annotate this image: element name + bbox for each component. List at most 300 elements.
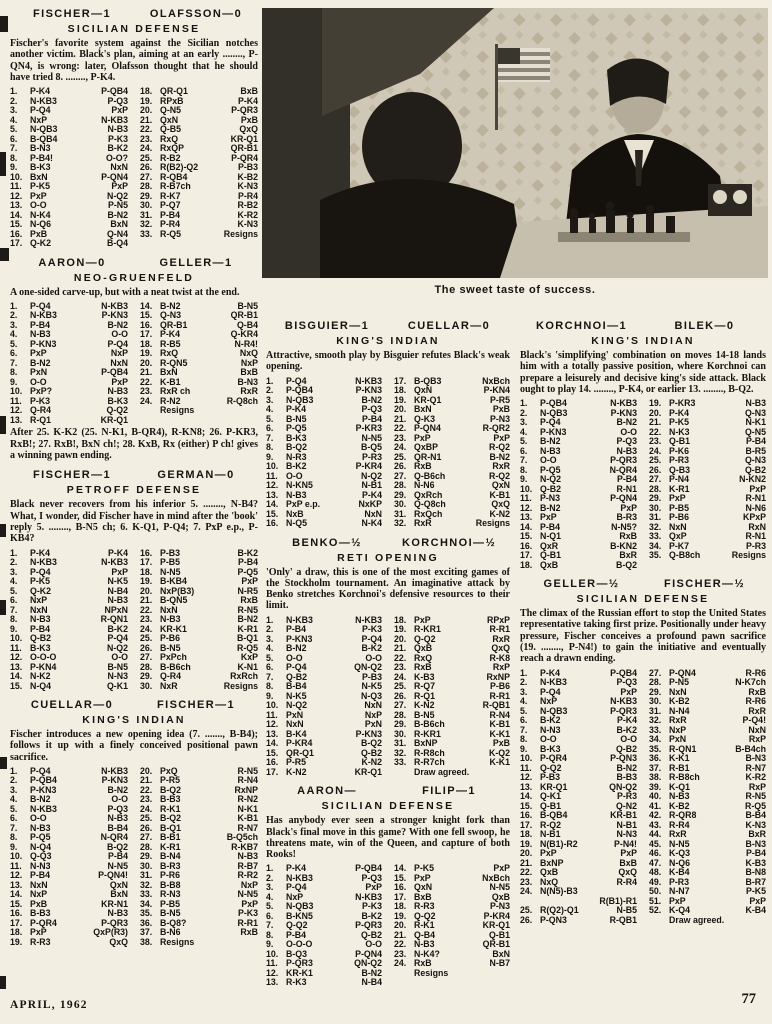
black-move: N-N5 [107,860,128,871]
move-number: 8. [10,152,18,163]
white-move: QR-N1 [414,451,442,462]
black-move: B-N2 [616,417,637,428]
white-move: K-B4 [669,867,690,878]
move-number: 32. [140,219,153,230]
white-move: N-K5 [286,690,307,701]
black-move: Q-N3 [744,455,766,466]
move-row [394,959,510,969]
black-move: P-K4 [237,95,258,106]
white-move: K-N2 [414,700,435,711]
white-move: P-K4 [30,86,51,97]
move-number: 29. [394,719,407,730]
white-move: PxN [669,734,687,745]
move-number: 20. [520,848,533,859]
white-move: P-KN3 [30,338,57,349]
white-move: Q-Q2 [414,633,436,644]
white-move: P-Q4 [30,566,51,577]
white-move: K-Q1 [669,781,691,792]
black-move: BxR [619,550,637,561]
black-move: N-KB3 [101,557,128,568]
white-move: N-K2 [30,671,51,682]
move-number: 22. [140,784,153,795]
white-move: QxP [669,531,687,542]
black-move: P-QN4! [98,870,128,881]
black-move: N-KB3 [101,300,128,311]
white-move: P-QN4 [669,667,696,678]
white-move: P-R4 [160,219,181,230]
white-move: N-B3 [540,445,561,456]
white-move: N-B3 [30,614,51,625]
white-move: R-K1 [414,920,435,931]
white-move: P-B3 [160,547,181,558]
move-number: 19. [394,624,407,635]
black-move: B-N2 [361,394,382,405]
move-number: 35. [649,743,662,754]
move-number: 21. [140,114,153,125]
move-number: 15. [140,310,153,321]
black-move: P-QR3 [231,105,258,116]
black-move: B-N3 [745,838,766,849]
move-number: 2. [10,775,18,786]
move-number: 18. [394,385,407,396]
game-intro: Attractive, smooth play by Bisguier refutes Black's weak opening. [266,350,510,373]
move-number: 1. [10,765,18,776]
move-row [10,416,128,426]
white-move: Q-B1 [540,800,562,811]
black-move: P-R4 [237,190,258,201]
move-number: 17. [394,375,407,386]
white-move: PxQ [160,765,178,776]
move-number: 2. [266,624,274,635]
black-move: QxN [491,480,510,491]
game-note: After 25. K-K2 (25. N-K1, B-QR4), R-KN8; 26. P-KR3, RxB!; 27. RxB!, BxN ch!; 28. KxB, Rx (either) P ch! gives a winning pawn ending. [10,427,258,462]
white-move: P-N3 [540,493,561,504]
move-number: 8. [266,442,274,453]
black-move: K-B1 [489,719,510,730]
white-move: R(Q2)-Q1 [540,905,579,916]
moves-table [266,377,510,529]
move-number: 35. [649,550,662,561]
move-number: 10. [520,753,533,764]
black-move: PxP [493,863,510,874]
black-move: PxB [240,114,258,125]
move-number: 15. [520,800,533,811]
black-move: N-B3 [745,398,766,409]
black-move: Q-B4 [236,319,258,330]
move-number: 14. [10,671,23,682]
move-number: 13. [266,489,279,500]
move-number: 26. [394,690,407,701]
white-move: Q-K2 [30,585,52,596]
right-column [520,320,766,933]
black-move: N-N5 [361,432,382,443]
move-number: 26. [140,162,153,173]
move-number: 21. [649,417,662,428]
white-move: K-B1 [160,376,181,387]
white-move: N-QB3 [286,394,314,405]
black-move: B-R3 [616,512,637,523]
white-move: PxP [669,895,686,906]
white-move: K-R1 [669,483,690,494]
moves-column-1 [266,377,382,529]
white-move: N-R3 [286,451,307,462]
black-move: PxP [241,898,258,909]
black-move: RxR [492,461,510,472]
move-number [649,916,669,926]
move-number: 3. [520,686,528,697]
black-move: P-Q3 [361,872,382,883]
black-move: N-N5 [237,889,258,900]
white-move: B-N6 [160,927,181,938]
white-move: QR-B1 [160,319,188,330]
move-number [394,768,414,778]
black-move: RxR [748,705,766,716]
white-move: Resigns [160,405,195,416]
moves-column-2 [140,302,258,426]
move-number: 22. [140,124,153,135]
white-move: R-B8ch [669,772,700,783]
black-move: P-KN3 [355,385,382,396]
white-player-result: AARON— [297,785,357,798]
white-move: P-B4 [30,623,51,634]
move-number: 31. [649,705,662,716]
white-move: R-Q7 [414,681,436,692]
black-move: RxNP [234,784,258,795]
black-move: N-QR4 [100,832,128,843]
black-move: PxP [620,686,637,697]
black-move: P-K3 [107,133,128,144]
white-move: PxP [669,493,686,504]
black-move: R-R6 [745,696,766,707]
move-number: 33. [649,531,662,542]
move-number: 26. [140,642,153,653]
move-number: 6. [266,662,274,673]
move-row [394,768,510,778]
black-move: PxP [620,848,637,859]
move-number: 28. [649,677,662,688]
white-move: QxB [414,643,433,654]
white-move: N-B3 [30,329,51,340]
white-move: R-Q1 [414,690,436,701]
move-number: 34. [140,898,153,909]
black-move: BxN [110,889,128,900]
moves-table [266,864,510,988]
white-move: P-QR4 [540,753,567,764]
move-row [140,890,258,900]
move-row [10,368,128,378]
black-move: B-Q2 [615,559,637,570]
move-number: 8. [10,832,18,843]
white-move: B-K2 [540,715,561,726]
black-move: B-N5 [107,661,128,672]
move-number: 16. [520,810,533,821]
move-number: 11. [10,395,22,406]
move-number: 4. [266,404,274,415]
black-move: P-QR3 [610,455,637,466]
moves-table [10,767,258,948]
moves-column-1 [10,87,128,249]
white-move: B-Q1 [160,822,182,833]
black-move: P-B4 [745,436,766,447]
move-number: 7. [10,357,18,368]
white-move: N-Q5 [286,518,308,529]
white-move: B-N2 [160,300,181,311]
black-move: Q-N4 [106,228,128,239]
game-cuellar-fischer [10,699,258,947]
black-move [469,768,510,778]
move-number: 37. [140,927,153,938]
white-move: Q-N3 [160,310,182,321]
black-move: QxQ [491,499,510,510]
black-move: K-N3 [237,181,258,192]
scan-artifact [0,16,8,32]
white-move: P-B4! [30,152,53,163]
move-number: 41. [649,800,662,811]
white-move: N(B1)-R2 [540,838,578,849]
move-number: 12. [520,772,533,783]
move-number: 15. [10,898,23,909]
white-move: P-B5 [669,502,690,513]
white-move: RxQ [160,133,179,144]
move-row [266,519,382,529]
move-row [10,173,128,183]
move-number: 50. [649,886,662,897]
move-number: 16. [394,882,407,893]
move-number: 24. [520,886,533,897]
black-move: P-R3 [361,451,382,462]
move-number: 15. [394,872,407,883]
white-move: R-K1 [160,803,181,814]
white-move: RxQ [160,348,179,359]
move-number: 16. [10,228,23,239]
move-number: 3. [266,882,274,893]
move-number: 16. [10,908,23,919]
white-move: N-Q6 [30,219,52,230]
black-move: P-QN4 [355,948,382,959]
black-move: K-Q2 [488,747,510,758]
white-move: P-QN3 [540,914,567,925]
black-move: P-QR3 [610,705,637,716]
white-move: NxP [669,724,687,735]
black-move: P-KN4 [483,385,510,396]
move-number: 4. [10,114,18,125]
move-number: 5. [266,652,274,663]
white-move: NxP [540,696,558,707]
moves-column-2 [649,669,766,926]
white-move: R-R8ch [414,747,445,758]
move-number: 35. [140,908,153,919]
move-number: 14. [394,863,407,874]
move-number: 24. [394,958,407,969]
move-number: 22. [520,867,533,878]
black-move: RxP [748,734,766,745]
moves-column-2 [649,399,766,570]
move-number: 4. [10,329,18,340]
move-number: 11. [266,470,278,481]
move-number: 36. [140,917,153,928]
move-number: 3. [10,784,18,795]
black-move: RxNP [486,671,510,682]
black-move: R-B7 [237,860,258,871]
scan-artifact [0,524,6,537]
move-row [140,406,258,416]
white-move: P-B4 [30,870,51,881]
move-number: 46. [649,848,662,859]
scan-artifact [0,248,9,261]
black-move: PxB [492,404,510,415]
black-move: P-R5 [489,394,510,405]
opening-name: SICILIAN DEFENSE [576,593,710,606]
black-move: K-N2 [489,508,510,519]
white-move: RxQ [414,652,433,663]
black-move: B-R7 [745,876,766,887]
black-move: O-O [365,939,382,950]
move-number: 2. [10,95,18,106]
white-move: O-O-O [30,652,57,663]
black-move: P-QN4 [610,493,637,504]
white-move: P-K5 [669,417,690,428]
move-number: 12. [266,967,279,978]
black-move: N-Q2 [106,190,128,201]
move-number: 21. [520,857,533,868]
white-move: K-N2 [286,766,307,777]
black-move: QR-B1 [482,939,510,950]
opening-name: SICILIAN DEFENSE [67,23,201,35]
black-move: B-KN2 [610,540,637,551]
white-player-result: CUELLAR—0 [30,699,114,712]
move-number: 29. [394,489,407,500]
move-number: 3. [10,566,18,577]
game-bisguier-cuellar [266,320,510,529]
white-move: PxP [414,872,431,883]
opening-name: KING'S INDIAN [336,335,440,347]
black-move: RxR [240,386,258,397]
white-move: Q-B5 [160,124,182,135]
black-move: R-Q5 [744,800,766,811]
move-number: 33. [649,724,662,735]
black-move: P-KR3 [355,423,382,434]
opening-name: PETROFF DEFENSE [66,484,202,497]
white-move: O-O [286,652,303,663]
black-move: NxP [240,357,258,368]
white-move: R-N2 [160,395,181,406]
move-number: 23. [140,386,153,397]
white-move: P-Q4 [286,882,307,893]
white-move: PxP [414,614,431,625]
white-move: P-R5 [286,757,307,768]
move-number: 13. [266,728,279,739]
black-move: N-B3 [107,386,128,397]
move-row [10,644,128,654]
move-number: 23. [394,662,407,673]
game-intro: Fischer introduces a new opening idea (7. ......., B-B4); follows it up with a finely conceived positional pawn sacrifice. [10,729,258,763]
white-move: PxPch [160,652,187,663]
move-number: 4. [266,643,274,654]
white-move: Draw agreed. [669,914,725,925]
move-number: 6. [10,133,18,144]
move-number: 20. [394,404,407,415]
black-move: R-B2 [237,200,258,211]
black-move: N-KB3 [355,375,382,386]
black-move: B-Q2 [106,841,128,852]
white-move: P-B6 [669,512,690,523]
black-move: R-N5 [237,604,258,615]
move-number: 9. [266,690,274,701]
move-number: 33. [140,889,153,900]
white-move: RxR [669,829,687,840]
game-intro: The climax of the Russian effort to stop the United States representative taking first prize. Positionally under heavy pressure, Fischer conceives a profound pawn sacrifice (19. ........, P-N4!) to gain the initiative and eventually reach a drawn ending. [520,608,766,665]
white-move: B-Q2 [160,813,182,824]
black-move: R-N5 [237,765,258,776]
move-number: 31. [394,508,407,519]
black-move: K-K1 [489,757,510,768]
white-move: P-Q4 [30,765,51,776]
move-number: 25. [140,633,153,644]
white-move: RPxB [160,95,184,106]
black-move: O-O [620,426,637,437]
move-number: 19. [520,838,533,849]
move-number: 26. [394,461,407,472]
black-move: RxRch [230,671,258,682]
move-number: 1. [266,375,274,386]
left-column [10,8,258,955]
move-number: 15. [266,747,279,758]
white-move: O-O [30,200,47,211]
black-move: N-KB3 [355,891,382,902]
black-move: P-N3 [489,901,510,912]
black-move: B-R5 [745,445,766,456]
black-move: N-N5? [611,521,637,532]
white-move: N-KB3 [540,677,567,688]
move-number: 23. [140,133,153,144]
white-move: P-QR4 [30,917,57,928]
white-move: N-K4 [30,209,51,220]
move-number: 10. [10,633,23,644]
white-move: P-R6 [160,870,181,881]
move-row [10,321,128,331]
white-move: P-Q5 [540,464,561,475]
white-move: KR-Q1 [414,394,442,405]
move-number: 8. [266,681,274,692]
move-row [520,878,637,888]
middle-column [266,320,510,996]
move-number: 25. [140,152,153,163]
black-move: N-R4! [234,338,258,349]
white-move: P-B5 [160,557,181,568]
black-move: KR-B1 [610,810,637,821]
white-move: B-QN5 [160,595,188,606]
black-move: R-N7 [745,762,766,773]
white-move: O-O [30,813,47,824]
move-number: 14. [520,521,533,532]
black-move: N-KB3 [610,696,637,707]
move-number: 2. [266,872,274,883]
white-move: Q-B3 [669,464,691,475]
move-number: 19. [10,936,23,947]
black-move: R-N1 [616,483,637,494]
white-move: P-B5 [160,898,181,909]
move-number: 4. [520,426,528,437]
move-number: 21. [140,367,153,378]
black-move: R-R6 [745,667,766,678]
black-move: P-Q4! [742,715,766,726]
black-move: K-B3 [745,857,766,868]
black-move: N-KB3 [101,114,128,125]
move-number: 13. [10,414,23,425]
moves-column-1 [10,549,128,692]
black-move: NxBch [482,872,510,883]
white-move: P-KN3 [540,426,567,437]
